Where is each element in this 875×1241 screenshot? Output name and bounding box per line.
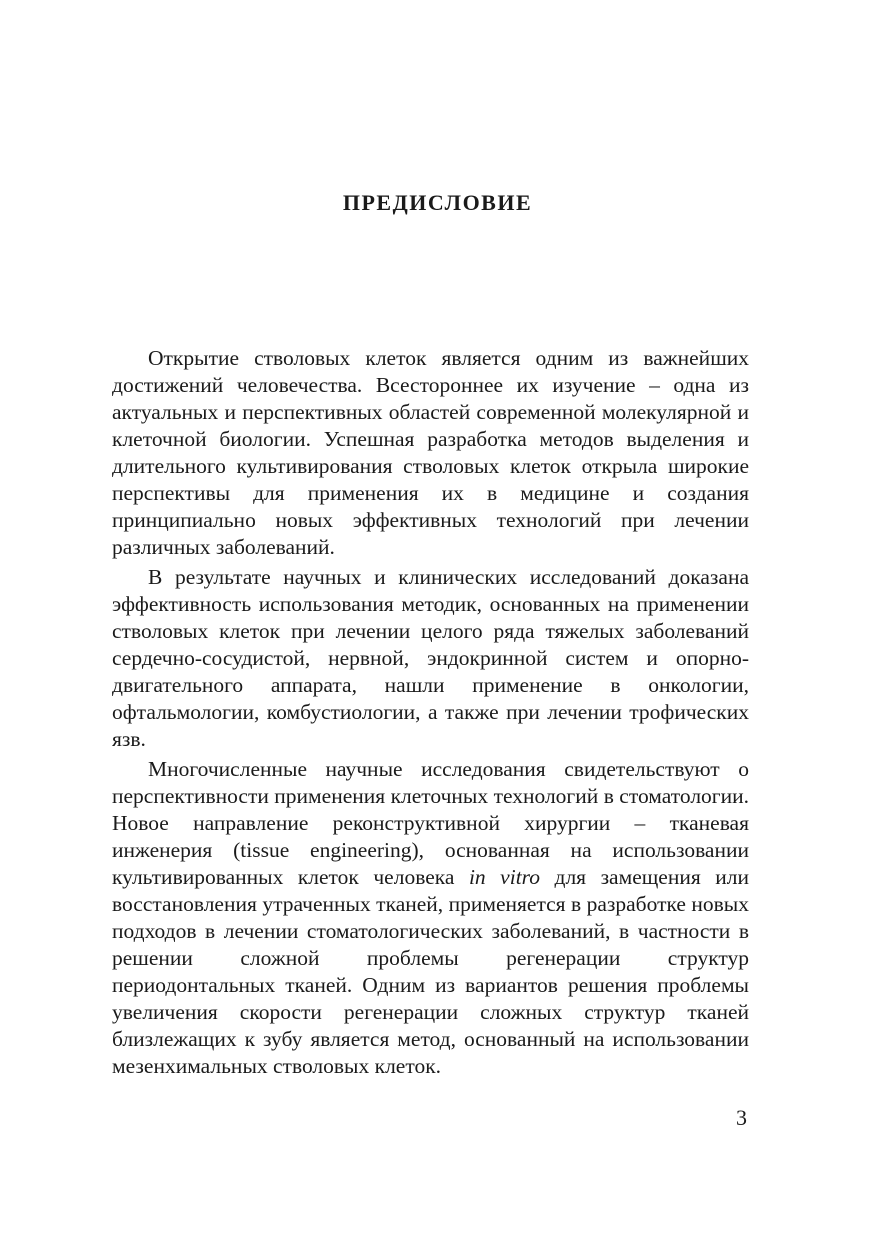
paragraph-3 [112, 756, 749, 1080]
page-number: 3 [736, 1105, 747, 1130]
paragraph-3-italic-term: in vitro [468, 865, 540, 889]
paragraph-3-text-before: Многочисленные научные исследования свидетельствуют о перспективности применения клеточных технологий в стоматологии. Новое направление реконструктивной хирургии – тканевая инженерия (tissue engineering), основанная на использовании культивированных клеток человека [112, 757, 749, 889]
page-title: ПРЕДИСЛОВИЕ [342, 190, 533, 215]
paragraph-2: В результате научных и клинических исследований доказана эффективность использования методик, основанных на применении стволовых клеток при лечении целого ряда тяжелых заболеваний сердечно-сосудистой, нервной, эндокринной систем и опорно-двигательного аппарата, нашли применение в онкологии, офтальмологии, комбустиологии, а также при лечении трофических язв. [112, 565, 749, 751]
paragraph-3-text-after: для замещения или восстановления утраченных тканей, применяется в разработке новых подходов в лечении стоматологических заболеваний, в частности в решении сложной проблемы регенерации структур периодонтальных тканей. Одним из вариантов решения проблемы увеличения скорости регенерации сложных структур тканей близлежащих к зубу является метод, основанный на использовании мезенхимальных стволовых клеток. [112, 865, 749, 1078]
body-text [112, 345, 749, 1083]
paragraph-1: Открытие стволовых клеток является одним из важнейших достижений человечества. Всестороннее их изучение – одна из актуальных и перспективных областей современной молекулярной и клеточной биологии. Успешная разработка методов выделения и длительного культивирования стволовых клеток открыла широкие перспективы для применения их в медицине и создания принципиально новых эффективных технологий при лечении различных заболеваний. [112, 346, 749, 559]
